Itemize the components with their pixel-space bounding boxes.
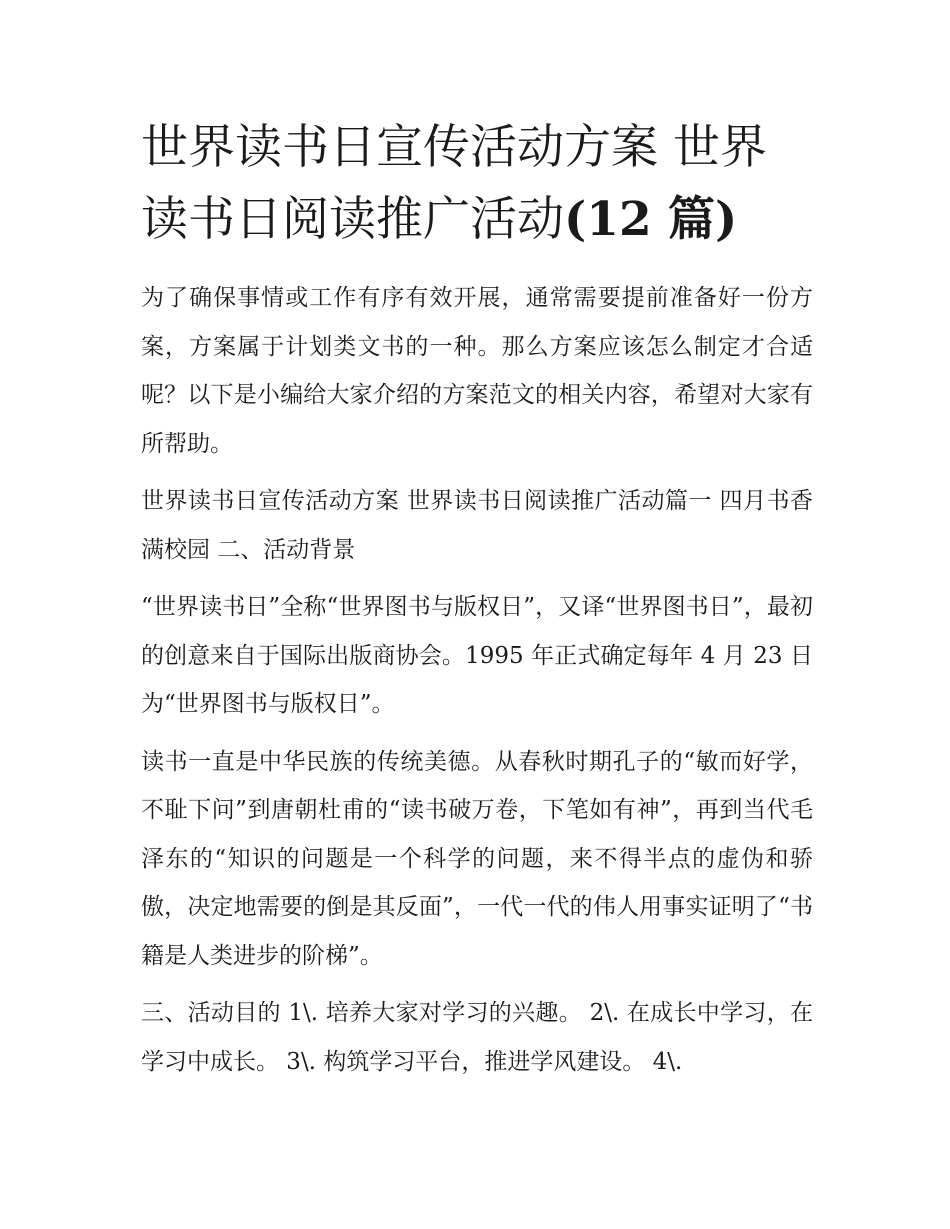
- document-title: [141, 112, 813, 256]
- title-suffix: (12 篇): [564, 192, 738, 247]
- document-page: [141, 112, 813, 1086]
- tradition-paragraph: 读书一直是中华民族的传统美德。从春秋时期孔子的“敏而好学，不耻下问”到唐朝杜甫的“读书破万卷，下笔如有神”，再到当代毛泽东的“知识的问题是一个科学的问题，来不得半点的虚伪和骄傲，决定地需要的倒是其反面”，一代一代的伟人用事实证明了“书籍是人类进步的阶梯”。: [141, 748, 813, 969]
- section-heading-paragraph: 世界读书日宣传活动方案 世界读书日阅读推广活动篇一 四月书香满校园 二、活动背景: [141, 488, 813, 563]
- purpose-paragraph: 三、活动目的 1\. 培养大家对学习的兴趣。 2\. 在成长中学习，在学习中成长。 3\. 构筑学习平台，推进学风建设。 4\.: [141, 1000, 813, 1075]
- title-main: 世界读书日宣传活动方案 世界读书日阅读推广活动: [141, 120, 767, 247]
- intro-paragraph: 为了确保事情或工作有序有效开展，通常需要提前准备好一份方案，方案属于计划类文书的一种。那么方案应该怎么制定才合适呢？以下是小编给大家介绍的方案范文的相关内容，希望对大家有所帮助。: [141, 285, 813, 457]
- background-paragraph: “世界读书日”全称“世界图书与版权日”，又译“世界图书日”，最初的创意来自于国际出版商协会。1995 年正式确定每年 4 月 23 日为“世界图书与版权日”。: [141, 594, 813, 717]
